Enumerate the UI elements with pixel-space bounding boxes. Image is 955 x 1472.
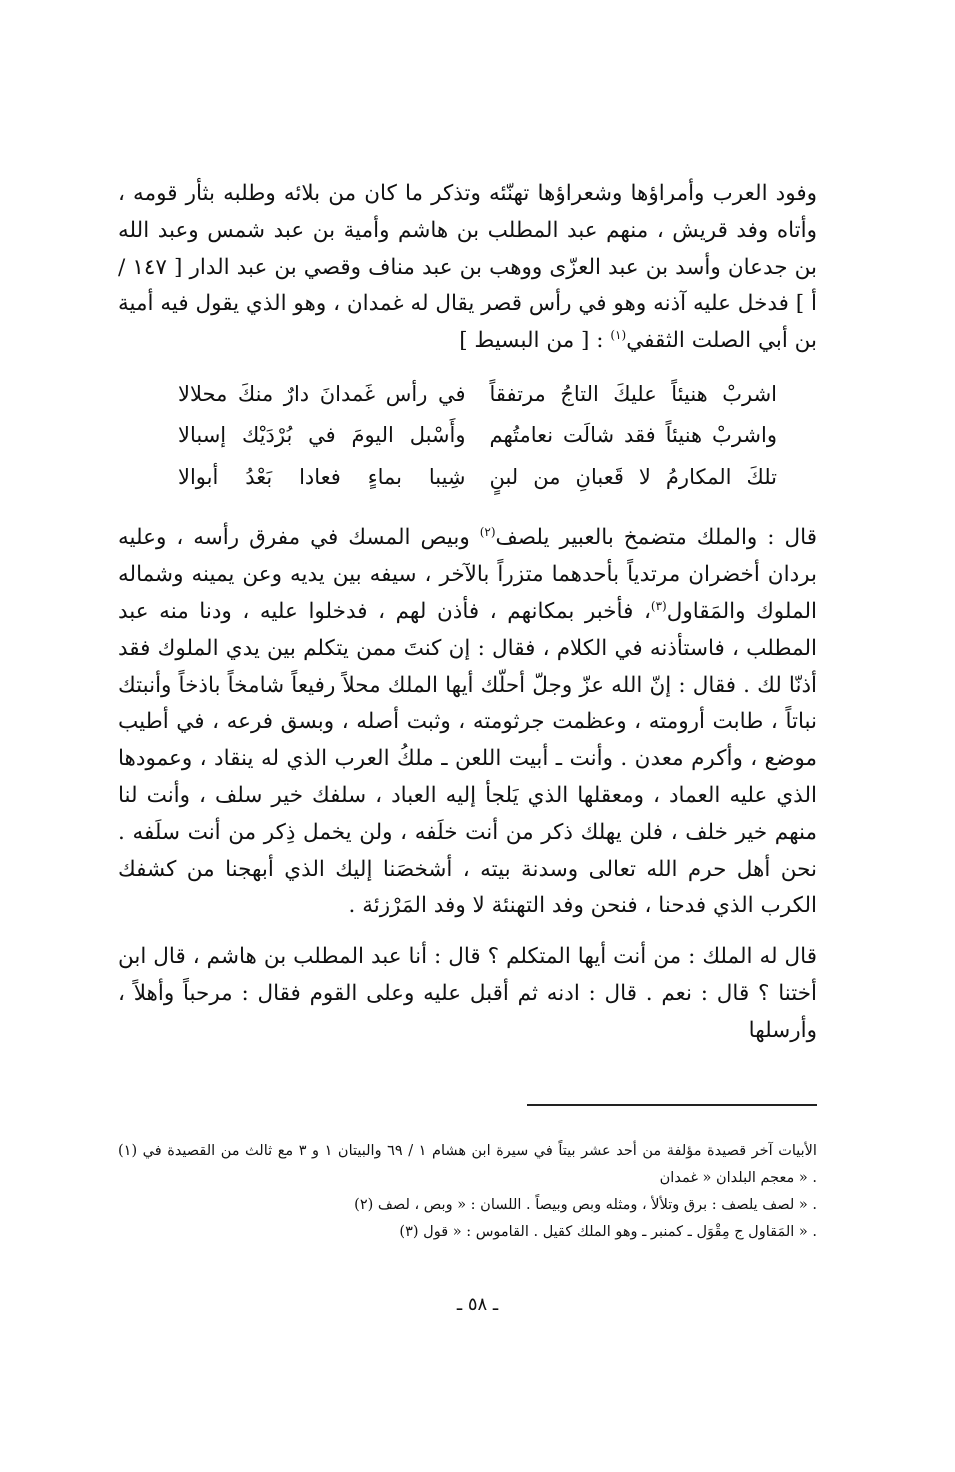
paragraph-1 — [118, 176, 817, 360]
paragraph-2-text-b: وبيص المسك في مفرق رأسه ، وعليه بردان أخضران مرتدياً بأحدهما متزراً بالآخر ، سيفه بين يديه وعن يمينه وشماله الملوك والمَقاول — [118, 525, 817, 625]
verse-second-hemistich: في رأس غَمدانَ دارٌ منكَ محلالا — [178, 381, 466, 406]
footnote-2: (٢) لصف يلصف : برق وتلألأ ، ومثله وبص وبيصاً . اللسان : « وبص ، لصف » . — [354, 1197, 817, 1213]
verse-second-hemistich: وأَسْبل اليومَ في بُرْدَيْك إسبالا — [178, 423, 466, 448]
paragraph-1-meter: : [ من البسيط ] — [459, 328, 611, 354]
page-number: ـ ٥٨ ـ — [456, 1294, 499, 1315]
footnote-marker-1: (١) — [610, 328, 627, 343]
footnotes — [118, 1138, 817, 1246]
poem-verse — [178, 374, 777, 416]
paragraph-3: قال له الملك : من أنت أيها المتكلم ؟ قال : أنا عبد المطلب بن هاشم ، قال ابن أختنا ؟ قال : نعم . قال : ادنه ثم أقبل عليه وعلى القوم فقال : مرحباً وأهلاً ، وأرسلها — [118, 944, 817, 1043]
footnote-separator — [527, 1104, 817, 1106]
paragraph-2-text-c: ، فأخبر بمكانهم ، فأذن لهم ، فدخلوا عليه ، ودنا منه عبد المطلب ، فاستأذنه في الكلام ، فقال : إن كنتَ ممن يتكلم بين يدي الملوك فقد أذنّا لك . فقال : إنّ الله عزّ وجلّ أحلّك أيها الملك محلاً رفيعاً شامخاً باذخاً وأنبتك نباتاً ، طابت أرومته ، وعظمت جرثومته ، وثبت أصله ، وبسق فرعه ، في أطيب موضع ، وأكرم معدن . وأنت ـ أبيت اللعن ـ ملكُ العرب الذي له ينقاد ، وعمودها الذي عليه العماد ، ومعقلها الذي يَلجأ إليه العباد ، سلفك خير سلف ، وأنت لنا منهم خير خلف ، فلن يهلك ذكر من أنت خلَفه ، ولن يخمل ذِكر من أنت سلَفه . نحن أهل حرم الله تعالى وسدنة بيته ، أشخصَنا إليك الذي أبهجنا من كشفك الكرب الذي فدحنا ، فنحن وفد التهنئة لا وفد المَرْزئة . — [118, 599, 817, 919]
footnote-3: (٣) المَقاول ج مِقْوَل ـ كمنبر ـ وهو الملك كقيل . القاموس : « قول » . — [399, 1224, 817, 1240]
poem — [178, 374, 777, 499]
poem-verse — [178, 457, 777, 499]
footnote-1: (١) الأبيات آخر قصيدة مؤلفة من أحد عشر بيتاً في سيرة ابن هشام ١ / ٦٩ والبيتان ١ و ٣ مع ثالث من القصيدة في معجم البلدان « غمدان » . — [118, 1143, 817, 1186]
verse-first-hemistich: واشربْ هنيئاً فقد شالَت نعامتُهم — [489, 423, 777, 448]
footnote-marker-3: (٣) — [650, 598, 667, 613]
verse-second-hemistich: شِيبا بماءٍ فعادا بَعْدُ أبوالا — [178, 464, 466, 489]
paragraph-2-text-a: قال : والملك متضمخ بالعبير يلصف — [495, 525, 817, 551]
footnote-marker-2: (٢) — [479, 525, 496, 540]
paragraph-1-text: وفود العرب وأمراؤها وشعراؤها تهنّئه وتذكر ما كان من بلائه وطلبه بثأر قومه ، وأتاه وفد قريش ، منهم عبد المطلب بن هاشم وأمية بن عبد شمس وعبد الله بن جدعان وأسد بن عبد العزّى ووهب بن عبد مناف وقصي بن عبد الدار [ ١٤٧ / أ ] فدخل عليه آذنه وهو في رأس قصر يقال له غمدان ، وهو الذي يقول فيه أمية بن أبي الصلت الثقفي — [118, 181, 817, 354]
verse-first-hemistich: تلكَ المكارمُ لا قَعبانِ من لبنٍ — [489, 464, 777, 489]
verse-first-hemistich: اشربْ هنيئاً عليكَ التاجُ مرتفقاً — [489, 381, 777, 406]
poem-verse — [178, 415, 777, 457]
paragraph-2 — [118, 520, 817, 925]
